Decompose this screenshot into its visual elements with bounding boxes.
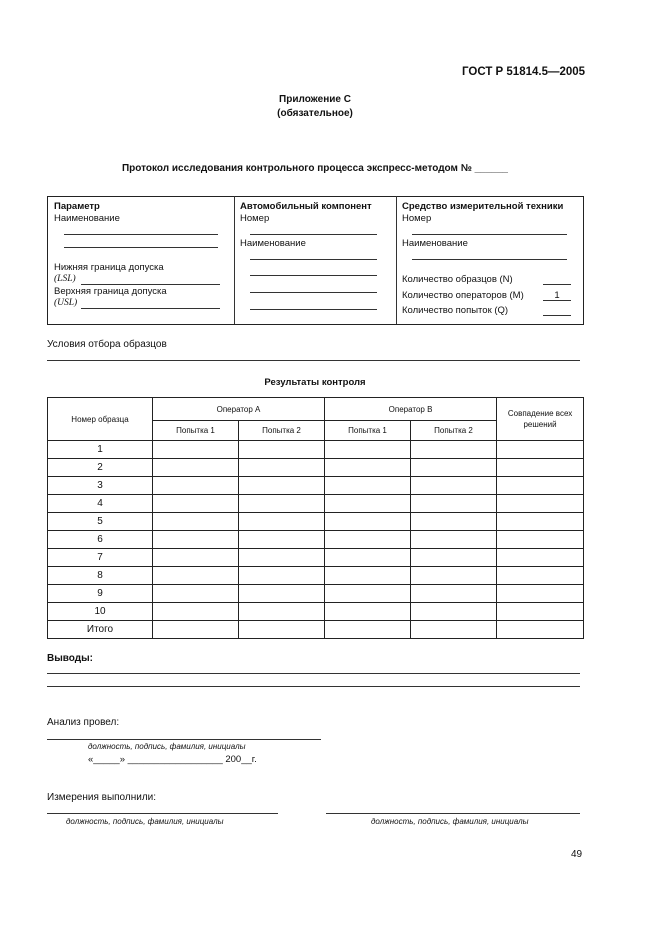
header-a-try-2: Попытка 2	[239, 421, 325, 441]
results-title: Результаты контроля	[264, 377, 366, 388]
result-cell[interactable]	[497, 585, 584, 603]
header-b-try-2: Попытка 2	[411, 421, 497, 441]
instrument-number-label: Номер	[402, 213, 432, 224]
measurements-line-right[interactable]	[326, 813, 580, 814]
result-cell[interactable]	[411, 549, 497, 567]
analysis-signature-line[interactable]	[47, 739, 321, 740]
result-cell[interactable]	[153, 513, 239, 531]
measurements-caption-right: должность, подпись, фамилия, инициалы	[371, 817, 529, 826]
table-row	[48, 585, 584, 603]
result-cell[interactable]	[239, 603, 325, 621]
protocol-title: Протокол исследования контрольного процесса экспресс-методом № ______	[121, 163, 508, 174]
result-cell[interactable]	[153, 621, 239, 639]
samples-label: Количество образцов (N)	[402, 274, 513, 285]
table-row	[48, 495, 584, 513]
result-cell[interactable]	[411, 495, 497, 513]
sample-number-cell: 7	[48, 549, 153, 567]
result-cell[interactable]	[497, 495, 584, 513]
result-cell[interactable]	[497, 549, 584, 567]
table-row	[48, 531, 584, 549]
sample-number-cell: 8	[48, 567, 153, 585]
param-name-line-2[interactable]	[64, 247, 218, 248]
sample-number-cell: 6	[48, 531, 153, 549]
sample-number-cell: 5	[48, 513, 153, 531]
result-cell[interactable]	[239, 441, 325, 459]
table-row	[48, 567, 584, 585]
table-row	[48, 621, 584, 639]
header-b-try-1: Попытка 1	[325, 421, 411, 441]
sample-number-cell: 9	[48, 585, 153, 603]
samples-line[interactable]	[543, 284, 571, 285]
table-row	[48, 441, 584, 459]
result-cell[interactable]	[239, 621, 325, 639]
standard-number: ГОСТ Р 51814.5—2005	[462, 66, 586, 78]
component-name-line-2[interactable]	[250, 275, 377, 276]
operators-line	[543, 300, 571, 301]
param-heading: Параметр	[54, 201, 100, 212]
result-cell[interactable]	[239, 477, 325, 495]
sample-number-cell: 1	[48, 441, 153, 459]
result-cell[interactable]	[411, 585, 497, 603]
result-cell[interactable]	[497, 441, 584, 459]
sampling-line[interactable]	[47, 360, 580, 361]
table-row	[48, 513, 584, 531]
result-cell[interactable]	[153, 567, 239, 585]
result-cell[interactable]	[411, 567, 497, 585]
result-cell[interactable]	[153, 585, 239, 603]
result-cell[interactable]	[153, 495, 239, 513]
result-cell[interactable]	[325, 513, 411, 531]
component-number-label: Номер	[240, 213, 270, 224]
result-cell[interactable]	[497, 459, 584, 477]
usl-line[interactable]	[81, 308, 220, 309]
result-cell[interactable]	[411, 531, 497, 549]
result-cell[interactable]	[497, 513, 584, 531]
result-cell[interactable]	[411, 513, 497, 531]
conclusions-line-1[interactable]	[47, 673, 580, 674]
conclusions-label: Выводы:	[47, 653, 93, 664]
result-cell[interactable]	[153, 441, 239, 459]
sampling-label: Условия отбора образцов	[47, 339, 167, 350]
box-divider-2	[396, 196, 397, 324]
result-cell[interactable]	[153, 549, 239, 567]
result-cell[interactable]	[239, 567, 325, 585]
operators-label: Количество операторов (M)	[402, 290, 524, 301]
result-cell[interactable]	[239, 513, 325, 531]
instrument-name-line[interactable]	[412, 259, 567, 260]
result-cell[interactable]	[325, 585, 411, 603]
results-table	[47, 397, 584, 639]
sample-number-cell: 2	[48, 459, 153, 477]
result-cell[interactable]	[325, 567, 411, 585]
param-name-label: Наименование	[54, 213, 120, 224]
table-row	[48, 459, 584, 477]
operators-value[interactable]: 1	[554, 290, 560, 301]
result-cell[interactable]	[239, 531, 325, 549]
result-cell[interactable]	[497, 531, 584, 549]
component-number-line[interactable]	[250, 234, 377, 235]
usl-abbr: (USL)	[54, 298, 78, 308]
table-row	[48, 603, 584, 621]
measurements-label: Измерения выполнили:	[47, 792, 157, 803]
result-cell[interactable]	[497, 621, 584, 639]
analysis-label: Анализ провел:	[47, 717, 120, 728]
result-cell[interactable]	[411, 441, 497, 459]
sample-number-cell: 10	[48, 603, 153, 621]
measurements-caption-left: должность, подпись, фамилия, инициалы	[66, 817, 224, 826]
header-sample-number: Номер образца	[48, 398, 153, 441]
analysis-caption: должность, подпись, фамилия, инициалы	[88, 742, 246, 751]
lsl-line[interactable]	[81, 284, 220, 285]
result-cell[interactable]	[239, 549, 325, 567]
result-cell[interactable]	[411, 603, 497, 621]
result-cell[interactable]	[325, 495, 411, 513]
result-cell[interactable]	[325, 477, 411, 495]
table-row	[48, 477, 584, 495]
component-name-line-1[interactable]	[250, 259, 377, 260]
result-cell[interactable]	[497, 477, 584, 495]
result-cell[interactable]	[239, 585, 325, 603]
result-cell[interactable]	[153, 477, 239, 495]
result-cell[interactable]	[153, 603, 239, 621]
result-cell[interactable]	[497, 603, 584, 621]
result-cell[interactable]	[411, 459, 497, 477]
result-cell[interactable]	[153, 531, 239, 549]
lsl-abbr: (LSL)	[54, 274, 76, 284]
page-number: 49	[571, 849, 583, 860]
header-a-try-1: Попытка 1	[153, 421, 239, 441]
component-name-line-3[interactable]	[250, 292, 377, 293]
result-cell[interactable]	[325, 459, 411, 477]
measurements-line-left[interactable]	[47, 813, 278, 814]
instrument-name-label: Наименование	[402, 238, 468, 249]
component-name-line-4[interactable]	[250, 309, 377, 310]
result-cell[interactable]	[239, 459, 325, 477]
result-cell[interactable]	[411, 477, 497, 495]
result-cell[interactable]	[153, 459, 239, 477]
instrument-number-line[interactable]	[412, 234, 567, 235]
lsl-label: Нижняя граница допуска	[54, 262, 164, 273]
component-heading: Автомобильный компонент	[240, 201, 372, 212]
usl-label: Верхняя граница допуска	[54, 286, 167, 297]
analysis-date[interactable]: «_____» __________________ 200__г.	[88, 754, 257, 765]
table-row	[48, 549, 584, 567]
param-name-line-1[interactable]	[64, 234, 218, 235]
header-operator-b: Оператор В	[325, 398, 497, 421]
trials-line[interactable]	[543, 315, 571, 316]
sample-number-cell: 4	[48, 495, 153, 513]
box-divider-1	[234, 196, 235, 324]
header-operator-a: Оператор А	[153, 398, 325, 421]
instrument-heading: Средство измерительной техники	[402, 201, 564, 212]
result-cell[interactable]	[325, 441, 411, 459]
header-match: Совпадение всех решений	[497, 398, 584, 441]
result-cell[interactable]	[325, 603, 411, 621]
component-name-label: Наименование	[240, 238, 306, 249]
result-cell[interactable]	[411, 621, 497, 639]
conclusions-line-2[interactable]	[47, 686, 580, 687]
sample-number-cell: 3	[48, 477, 153, 495]
appendix-title: Приложение С	[279, 94, 351, 105]
result-cell[interactable]	[239, 495, 325, 513]
result-cell[interactable]	[325, 549, 411, 567]
result-cell[interactable]	[497, 567, 584, 585]
trials-label: Количество попыток (Q)	[402, 305, 509, 316]
sample-number-cell: Итого	[48, 621, 153, 639]
appendix-subtitle: (обязательное)	[277, 108, 353, 119]
result-cell[interactable]	[325, 531, 411, 549]
result-cell[interactable]	[325, 621, 411, 639]
